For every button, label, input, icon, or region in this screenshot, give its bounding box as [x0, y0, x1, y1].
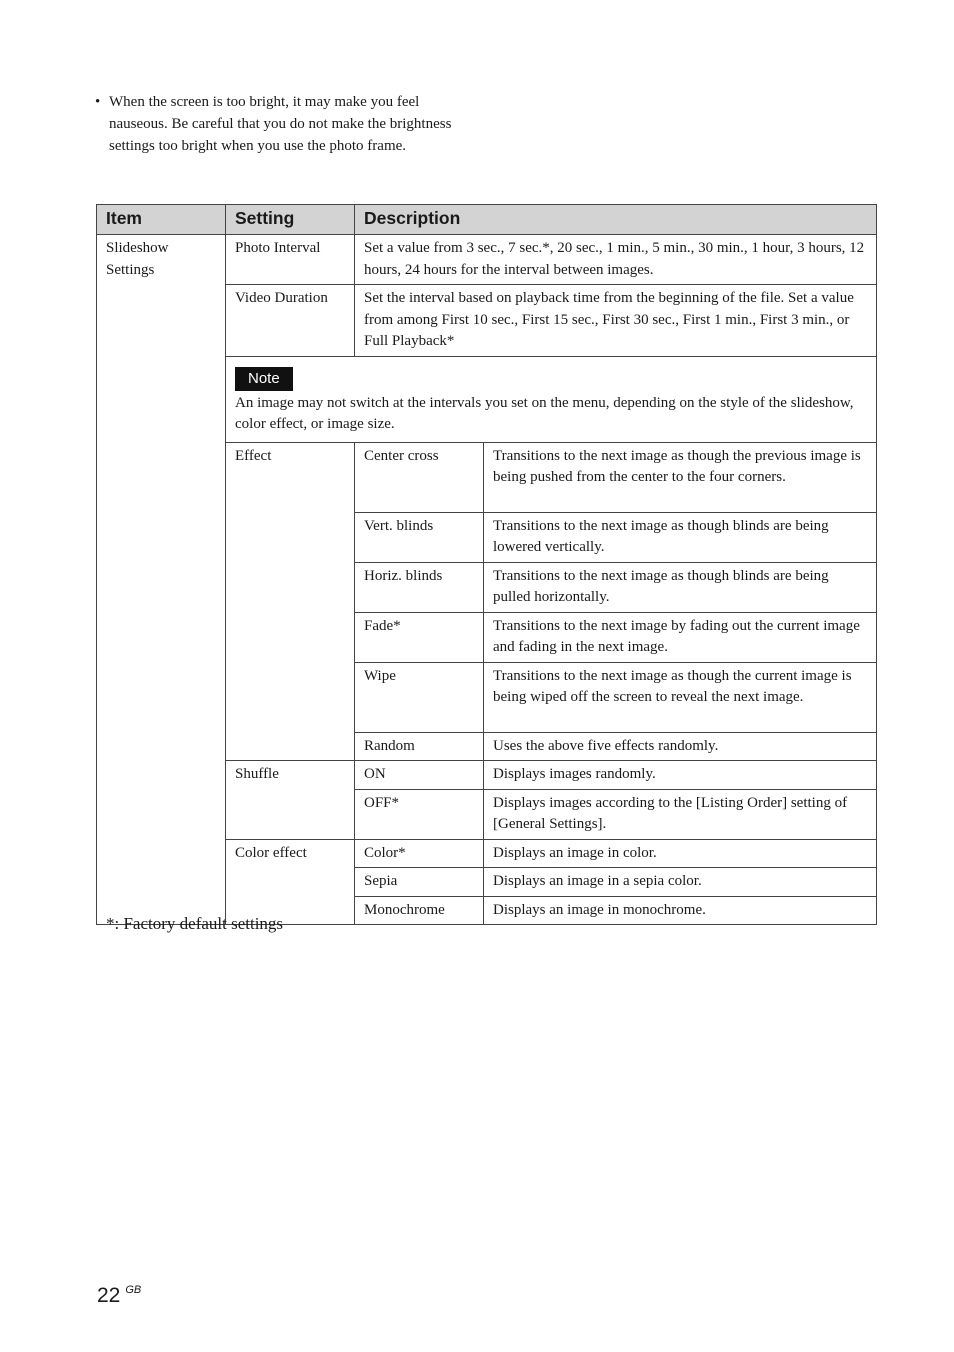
effect-option-value: Horiz. blinds: [355, 562, 484, 612]
effect-option-description: Uses the above five effects randomly.: [484, 732, 877, 761]
item-slideshow-settings: Slideshow Settings: [97, 235, 226, 925]
setting-video-duration: Video Duration: [226, 285, 355, 357]
description-video-duration: Set the interval based on playback time from the beginning of the file. Set a value from among First 10 sec., First 15 sec., First 30 sec., First 1 min., First 3 min., or Full Playback*: [355, 285, 877, 357]
shuffle-option-description: Displays images randomly.: [484, 761, 877, 790]
note-badge: Note: [235, 367, 293, 391]
page-region-code: GB: [125, 1284, 142, 1296]
color-effect-option-value: Sepia: [355, 868, 484, 897]
effect-option-value: Fade*: [355, 612, 484, 662]
header-setting: Setting: [226, 205, 355, 235]
setting-shuffle: Shuffle: [226, 761, 355, 840]
note-cell: [226, 356, 877, 442]
effect-option-description: Transitions to the next image as though the current image is being wiped off the screen to reveal the next image.: [484, 662, 877, 732]
effect-option-description: Transitions to the next image by fading out the current image and fading in the next image.: [484, 612, 877, 662]
header-item: Item: [97, 205, 226, 235]
setting-color-effect: Color effect: [226, 839, 355, 925]
warning-text: When the screen is too bright, it may make you feel nauseous. Be careful that you do not make the brightness settings too bright when you use the photo frame.: [109, 94, 452, 154]
effect-option-value: Random: [355, 732, 484, 761]
color-effect-option-description: Displays an image in color.: [484, 839, 877, 868]
page-number: [97, 1276, 141, 1310]
setting-effect: Effect: [226, 442, 355, 761]
shuffle-option-description: Displays images according to the [Listing Order] setting of [General Settings].: [484, 789, 877, 839]
color-effect-option-description: Displays an image in a sepia color.: [484, 868, 877, 897]
effect-option-value: Vert. blinds: [355, 512, 484, 562]
effect-option-value: Center cross: [355, 442, 484, 512]
effect-option-value: Wipe: [355, 662, 484, 732]
shuffle-option-value: ON: [355, 761, 484, 790]
description-photo-interval: Set a value from 3 sec., 7 sec.*, 20 sec., 1 min., 5 min., 30 min., 1 hour, 3 hours, 12 hours, 24 hours for the interval between images.: [355, 235, 877, 285]
effect-option-description: Transitions to the next image as though blinds are being lowered vertically.: [484, 512, 877, 562]
page-number-value: 22: [97, 1284, 121, 1307]
effect-option-description: Transitions to the next image as though blinds are being pulled horizontally.: [484, 562, 877, 612]
warning-bullet: [95, 91, 480, 157]
setting-photo-interval: Photo Interval: [226, 235, 355, 285]
color-effect-option-value: Monochrome: [355, 896, 484, 925]
color-effect-option-description: Displays an image in monochrome.: [484, 896, 877, 925]
table-header-row: [97, 205, 877, 235]
slideshow-settings-table: [96, 204, 877, 925]
header-description: Description: [355, 205, 877, 235]
table-row: [97, 235, 877, 285]
color-effect-option-value: Color*: [355, 839, 484, 868]
footnote: *: Factory default settings: [106, 914, 284, 933]
bullet-icon: •: [95, 94, 101, 110]
shuffle-option-value: OFF*: [355, 789, 484, 839]
effect-option-description: Transitions to the next image as though the previous image is being pushed from the center to the four corners.: [484, 442, 877, 512]
note-text: An image may not switch at the intervals you set on the menu, depending on the style of the slideshow, color effect, or image size.: [235, 394, 854, 432]
